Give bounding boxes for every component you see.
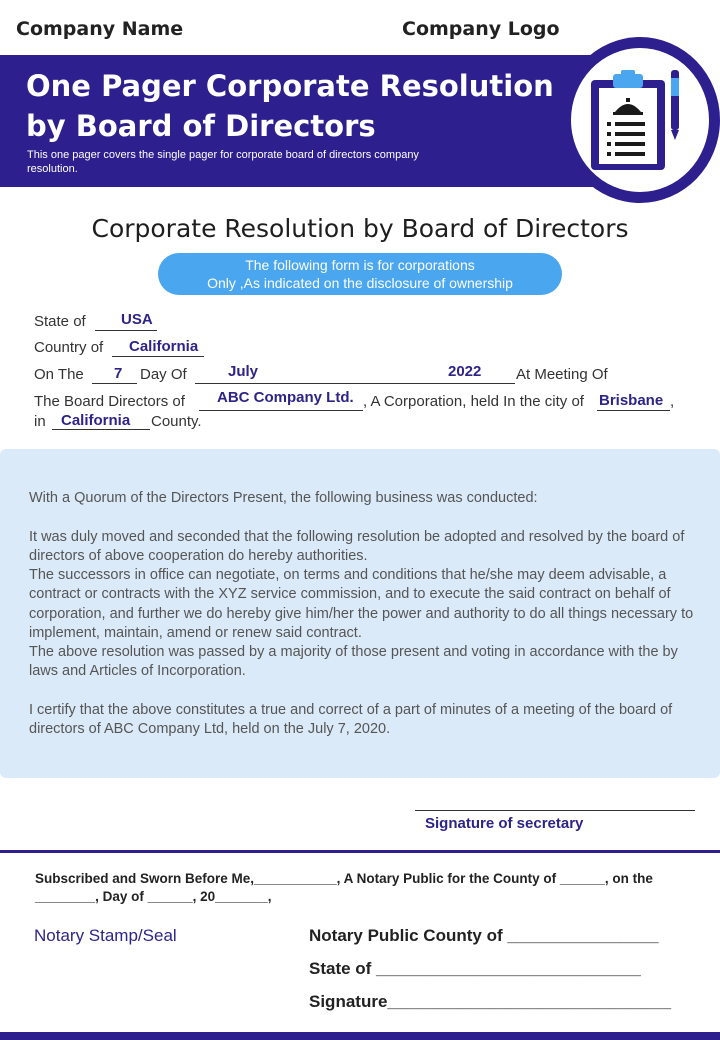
section-divider bbox=[0, 850, 720, 853]
state-label: State of bbox=[34, 313, 86, 330]
quorum-paragraph: With a Quorum of the Directors Present, the following business was conducted: bbox=[29, 490, 538, 506]
meeting-label: At Meeting Of bbox=[516, 366, 608, 383]
state-value[interactable]: USA bbox=[121, 311, 153, 328]
clipboard-checklist-pen-icon bbox=[585, 64, 695, 174]
company-name: Company Name bbox=[16, 18, 184, 40]
year-value[interactable]: 2022 bbox=[448, 363, 482, 380]
county-label: County. bbox=[151, 413, 202, 430]
company-logo-label: Company Logo bbox=[402, 18, 560, 40]
notary-state-field[interactable]: State of ____________________________ bbox=[309, 959, 641, 978]
month-value[interactable]: July bbox=[228, 363, 259, 380]
page-title bbox=[26, 66, 566, 146]
notary-county-field[interactable]: Notary Public County of ________________ bbox=[309, 926, 659, 945]
country-value[interactable]: California bbox=[129, 338, 199, 355]
city-value[interactable]: Brisbane bbox=[599, 392, 664, 409]
page-subtitle: This one pager covers the single pager for corporate board of directors company resolution. bbox=[27, 149, 419, 175]
company-value[interactable]: ABC Company Ltd. bbox=[217, 389, 354, 406]
notary-stamp-label: Notary Stamp/Seal bbox=[34, 926, 177, 945]
notary-signature-field[interactable]: Signature______________________________ bbox=[309, 992, 672, 1011]
day-of-label: Day Of bbox=[140, 366, 187, 383]
sworn-statement: Subscribed and Sworn Before Me,___________, A Notary Public for the County of ______, on the ________, Day of ______, 20_______, bbox=[35, 871, 653, 904]
form-note-pill bbox=[158, 253, 562, 295]
successors-paragraph: The successors in office can negotiate, on terms and conditions that he/she may deem advisable, a contract or contracts with the XYZ service commission, and to execute the said contract on behalf of corporation, and further we do hereby give him/her the power and authority to do all things necessary to implement, maintain, amend or renew said contract. bbox=[29, 567, 694, 641]
county-blank bbox=[52, 429, 150, 430]
page-title-line-2: by Board of Directors bbox=[26, 109, 376, 143]
secretary-signature-label: Signature of secretary bbox=[425, 815, 584, 832]
city-comma: , bbox=[670, 393, 675, 410]
county-value[interactable]: California bbox=[61, 412, 131, 429]
form-title: Corporate Resolution by Board of Directors bbox=[91, 214, 629, 243]
in-label: in bbox=[34, 413, 46, 430]
board-label: The Board Directors of bbox=[34, 393, 185, 410]
form-note-line-1: The following form is for corporations bbox=[245, 257, 475, 273]
certification-paragraph: I certify that the above constitutes a true and correct of a part of minutes of a meeting of the board of directors of ABC Company Ltd, held on the July 7, 2020. bbox=[29, 702, 673, 738]
on-the-label: On The bbox=[34, 366, 84, 383]
city-blank bbox=[597, 410, 670, 411]
company-blank bbox=[199, 410, 363, 411]
form-note-line-2: Only ,As indicated on the disclosure of ownership bbox=[207, 275, 513, 291]
country-blank bbox=[112, 356, 204, 357]
resolution-paragraph: It was duly moved and seconded that the following resolution be adopted and resolved by the board of directors of above cooperation do hereby authorities. bbox=[29, 529, 685, 565]
day-blank bbox=[92, 383, 137, 384]
day-value[interactable]: 7 bbox=[114, 365, 123, 382]
state-blank bbox=[95, 330, 157, 331]
majority-paragraph: The above resolution was passed by a majority of those present and voting in accordance with the by laws and Articles of Incorporation. bbox=[29, 644, 678, 680]
month-year-blank bbox=[195, 383, 515, 384]
country-label: Country of bbox=[34, 339, 104, 356]
footer-bar bbox=[0, 1032, 720, 1040]
secretary-signature-line[interactable] bbox=[415, 810, 695, 811]
page-title-line-1: One Pager Corporate Resolution bbox=[26, 69, 554, 103]
corporation-label: , A Corporation, held In the city of bbox=[363, 393, 584, 410]
